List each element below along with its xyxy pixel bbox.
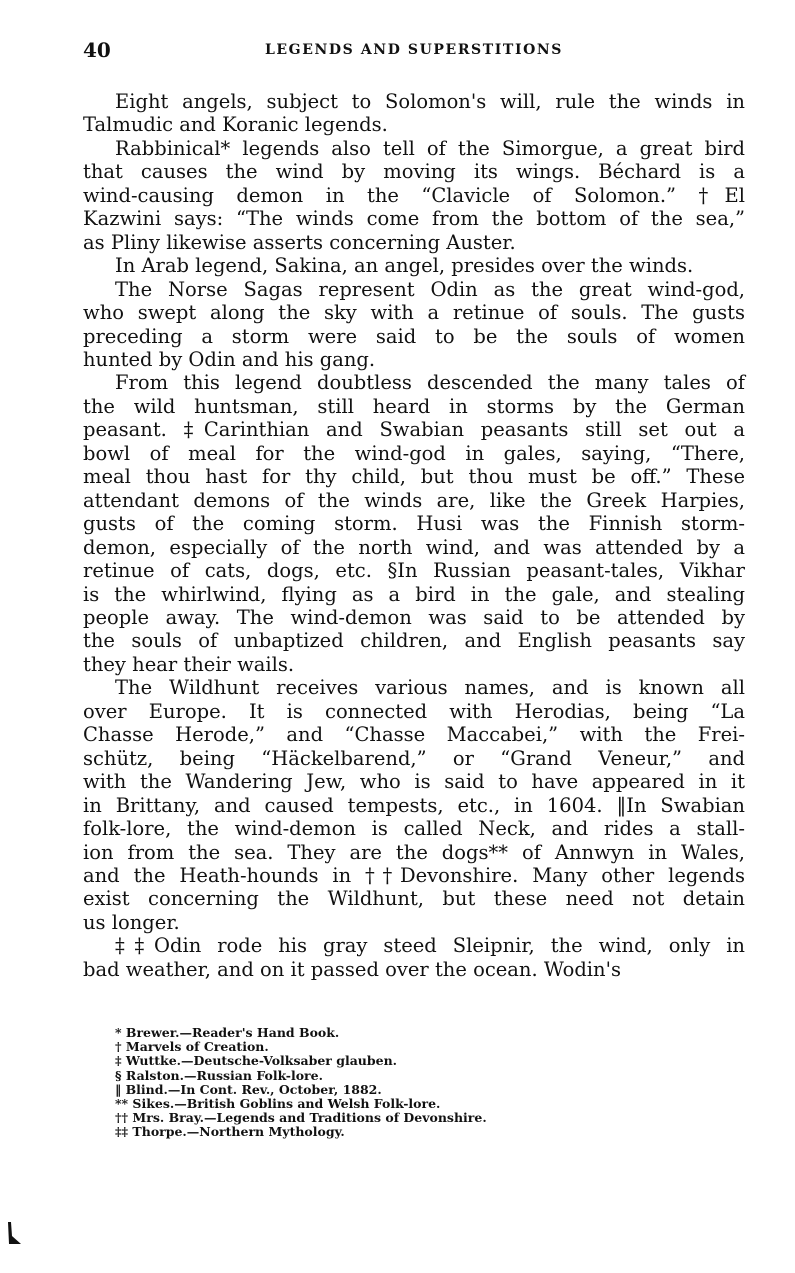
footnote: ‡ Wuttke.—Deutsche-Volksaber glauben. — [115, 1053, 398, 1069]
text-line: demon, especially of the north wind, and was attended by a — [83, 535, 745, 559]
paragraph — [83, 278, 745, 372]
text-line: exist concerning the Wildhunt, but these need not detain — [83, 887, 745, 911]
footnote: § Ralston.—Russian Folk-lore. — [115, 1067, 323, 1083]
footnote: ** Sikes.—British Goblins and Welsh Folk-lore. — [115, 1096, 441, 1112]
footnote: † Marvels of Creation. — [115, 1039, 269, 1055]
text-line: Rabbinical* legends also tell of the Simorgue, a great bird — [115, 136, 745, 160]
footnote: ‡‡ Thorpe.—Northern Mythology. — [115, 1124, 345, 1140]
text-line: Eight angels, subject to Solomon's will, rule the winds in — [115, 90, 745, 113]
text-line: folk-lore, the wind-demon is called Neck, and rides a stall- — [83, 817, 745, 841]
text-line: and the Heath-hounds in ††Devonshire. Many other legends — [83, 863, 745, 887]
text-line: retinue of cats, dogs, etc. §In Russian peasant-tales, Vikhar — [83, 559, 745, 583]
text-line: with the Wandering Jew, who is said to have appeared in it — [83, 770, 745, 794]
text-line: is the whirlwind, flying as a bird in the gale, and stealing — [83, 582, 745, 606]
text-line: attendant demons of the winds are, like the Greek Harpies, — [83, 488, 745, 512]
paragraph — [83, 934, 745, 981]
paragraph — [83, 137, 745, 254]
text-line: people away. The wind-demon was said to be attended by — [83, 605, 745, 629]
footnote: †† Mrs. Bray.—Legends and Traditions of Devonshire. — [115, 1110, 487, 1126]
text-line: the wild huntsman, still heard in storms by the German — [83, 394, 745, 418]
footnotes — [115, 1026, 487, 1140]
text-line: preceding a storm were said to be the souls of women — [83, 324, 745, 348]
text-line: who swept along the sky with a retinue of souls. The gusts — [83, 301, 745, 325]
running-header — [83, 38, 745, 64]
text-line: The Norse Sagas represent Odin as the great wind-god, — [115, 277, 745, 301]
text-line: that causes the wind by moving its wings. Béchard is a — [83, 160, 745, 184]
page-number: 40 — [83, 38, 111, 62]
text-line: Talmudic and Koranic legends. — [83, 113, 388, 137]
text-line: the souls of unbaptized children, and English peasants say — [83, 629, 745, 653]
footnote: * Brewer.—Reader's Hand Book. — [115, 1025, 340, 1040]
text-line: in Brittany, and caused tempests, etc., in 1604. ‖In Swabian — [83, 793, 745, 817]
paragraph — [83, 676, 745, 934]
text-line: ion from the sea. They are the dogs** of Annwyn in Wales, — [83, 840, 745, 864]
text-line: In Arab legend, Sakina, an angel, presides over the winds. — [115, 254, 694, 278]
text-line: as Pliny likewise asserts concerning Auster. — [83, 230, 516, 254]
text-line: hunted by Odin and his gang. — [83, 347, 376, 371]
text-line: From this legend doubtless descended the many tales of — [115, 371, 745, 395]
text-line: bowl of meal for the wind-god in gales, saying, “There, — [83, 441, 745, 465]
text-line: The Wildhunt receives various names, and is known all — [115, 676, 745, 700]
paragraph — [83, 371, 745, 676]
text-line: peasant. ‡Carinthian and Swabian peasants still set out a — [83, 418, 745, 442]
scan-corner-mark — [7, 1222, 21, 1244]
text-line: they hear their wails. — [83, 652, 295, 676]
text-line: over Europe. It is connected with Herodias, being “La — [83, 699, 745, 723]
body-text — [83, 90, 745, 981]
text-line: gusts of the coming storm. Husi was the Finnish storm- — [83, 512, 745, 536]
text-line: wind-causing demon in the “Clavicle of Solomon.” †El — [83, 183, 745, 207]
footnote: ‖ Blind.—In Cont. Rev., October, 1882. — [115, 1081, 382, 1097]
text-line: ‡‡Odin rode his gray steed Sleipnir, the wind, only in — [115, 934, 745, 958]
text-line: meal thou hast for thy child, but thou must be off.” These — [83, 465, 745, 489]
running-title: LEGENDS AND SUPERSTITIONS — [264, 42, 564, 58]
text-line: schütz, being “Häckelbarend,” or “Grand Veneur,” and — [83, 746, 745, 770]
text-line: us longer. — [83, 910, 180, 934]
text-line: bad weather, and on it passed over the ocean. Wodin's — [83, 957, 621, 981]
paragraph — [83, 90, 745, 137]
text-line: Kazwini says: “The winds come from the bottom of the sea,” — [83, 207, 745, 231]
text-line: Chasse Herode,” and “Chasse Maccabei,” with the Frei- — [83, 723, 745, 747]
paragraph — [83, 254, 745, 277]
